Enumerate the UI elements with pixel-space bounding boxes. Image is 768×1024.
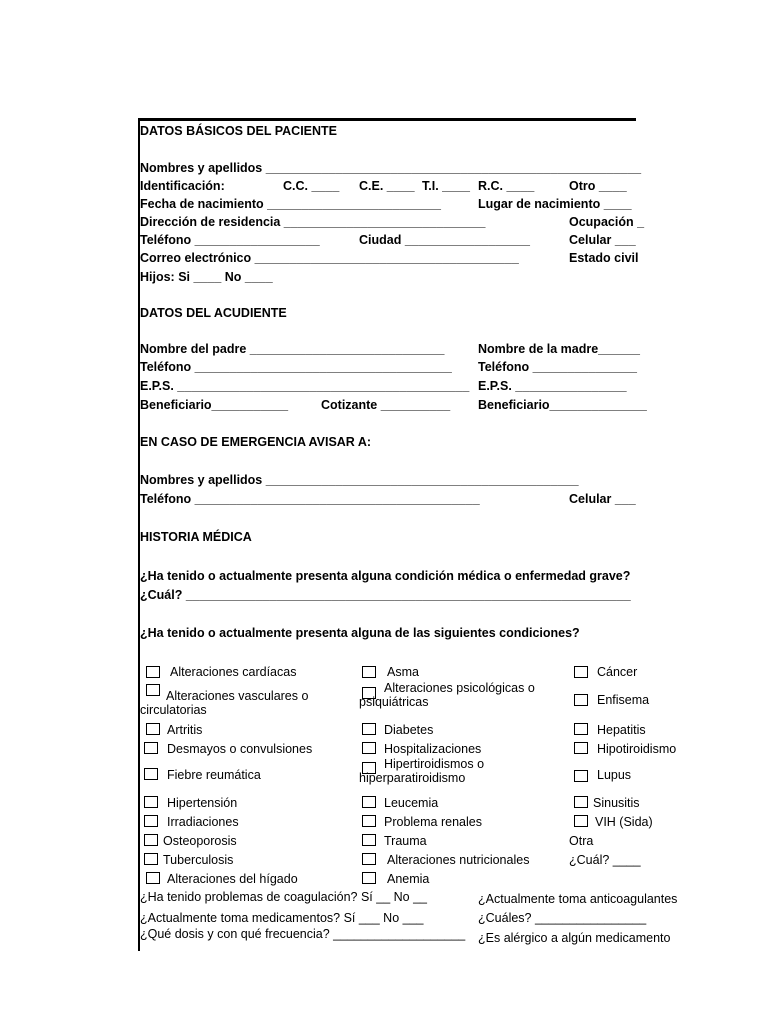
patient-id-label: Identificación:: [140, 179, 225, 193]
marital-status-field[interactable]: Estado civil: [569, 251, 639, 265]
label-asthma: Asma: [387, 665, 419, 679]
mother-name-field[interactable]: Nombre de la madre______: [478, 342, 640, 356]
checkbox-hiv[interactable]: [574, 815, 588, 827]
address-field[interactable]: Dirección de residencia _____________________________: [140, 215, 486, 229]
checkbox-liver[interactable]: [146, 872, 160, 884]
label-hypertension: Hipertensión: [167, 796, 238, 810]
question-conditions-list: ¿Ha tenido o actualmente presenta alguna de las siguientes condiciones?: [140, 626, 580, 640]
father-name-field[interactable]: Nombre del padre ____________________________: [140, 342, 445, 356]
checkbox-tuberculosis[interactable]: [144, 853, 158, 865]
coagulation-question[interactable]: ¿Ha tenido problemas de coagulación? Sí __ No __: [140, 890, 427, 904]
phone-field[interactable]: Teléfono __________________: [140, 233, 320, 247]
checkbox-hypertension[interactable]: [144, 796, 158, 808]
label-hepatitis: Hepatitis: [597, 723, 646, 737]
label-psychological-2: psiquiátricas: [359, 695, 429, 709]
checkbox-lupus[interactable]: [574, 770, 588, 782]
checkbox-nutritional[interactable]: [362, 853, 376, 865]
checkbox-leukemia[interactable]: [362, 796, 376, 808]
emergency-mobile-field[interactable]: Celular ___: [569, 492, 636, 506]
guardian-phone2-field[interactable]: Teléfono _______________: [478, 360, 637, 374]
label-cancer: Cáncer: [597, 665, 638, 679]
children-field[interactable]: Hijos: Si ____ No ____: [140, 270, 273, 284]
label-osteoporosis: Osteoporosis: [163, 834, 237, 848]
contributor-field[interactable]: Cotizante __________: [321, 398, 451, 412]
guardian-phone-field[interactable]: Teléfono _____________________________________: [140, 360, 452, 374]
label-anemia: Anemia: [387, 872, 430, 886]
label-hiv: VIH (Sida): [595, 815, 653, 829]
beneficiary2-field[interactable]: Beneficiario______________: [478, 398, 647, 412]
id-ti-field[interactable]: T.I. ____: [422, 179, 470, 193]
eps-field[interactable]: E.P.S. __________________________________________: [140, 379, 470, 393]
birth-place-field[interactable]: Lugar de nacimiento ____: [478, 197, 632, 211]
label-emphysema: Enfisema: [597, 693, 650, 707]
label-hyperthyroidism-2: hiperparatiroidismo: [359, 771, 466, 785]
section-emergency-title: EN CASO DE EMERGENCIA AVISAR A:: [140, 435, 372, 449]
checkbox-kidney[interactable]: [362, 815, 376, 827]
checkbox-sinusitis[interactable]: [574, 796, 588, 808]
label-diabetes: Diabetes: [384, 723, 434, 737]
id-cc-field[interactable]: C.C. ____: [283, 179, 340, 193]
checkbox-osteoporosis[interactable]: [144, 834, 158, 846]
label-tuberculosis: Tuberculosis: [163, 853, 234, 867]
id-rc-field[interactable]: R.C. ____: [478, 179, 535, 193]
label-vascular: Alteraciones vasculares o: [166, 689, 309, 703]
label-hypothyroidism: Hipotiroidismo: [597, 742, 677, 756]
which-condition-field[interactable]: ¿Cuál? ________________________________________________________________: [140, 588, 631, 602]
question-serious-condition: ¿Ha tenido o actualmente presenta alguna condición médica o enfermedad grave?: [140, 569, 631, 583]
emergency-names-field[interactable]: Nombres y apellidos _____________________________________________: [140, 473, 579, 487]
label-sinusitis: Sinusitis: [593, 796, 640, 810]
patient-names-field[interactable]: Nombres y apellidos ______________________________________________________: [140, 161, 642, 175]
checkbox-hospitalization[interactable]: [362, 742, 376, 754]
checkbox-cardiac[interactable]: [146, 666, 160, 678]
checkbox-emphysema[interactable]: [574, 694, 588, 706]
checkbox-hypothyroidism[interactable]: [574, 742, 588, 754]
label-leukemia: Leucemia: [384, 796, 439, 810]
section-guardian-title: DATOS DEL ACUDIENTE: [140, 306, 287, 320]
label-hospitalization: Hospitalizaciones: [384, 742, 482, 756]
allergy-question[interactable]: ¿Es alérgico a algún medicamento: [478, 931, 671, 945]
section-patient-title: DATOS BÁSICOS DEL PACIENTE: [140, 124, 338, 138]
label-hyperthyroidism: Hipertiroidismos o: [384, 757, 485, 771]
checkbox-cancer[interactable]: [574, 666, 588, 678]
label-lupus: Lupus: [597, 768, 632, 782]
checkbox-irradiation[interactable]: [144, 815, 158, 827]
checkbox-anemia[interactable]: [362, 872, 376, 884]
occupation-field[interactable]: Ocupación _: [569, 215, 645, 229]
birth-date-field[interactable]: Fecha de nacimiento _________________________: [140, 197, 441, 211]
label-kidney: Problema renales: [384, 815, 482, 829]
checkbox-diabetes[interactable]: [362, 723, 376, 735]
mobile-field[interactable]: Celular ___: [569, 233, 636, 247]
form-page: [138, 118, 678, 951]
other-which-field[interactable]: ¿Cuál? ____: [569, 853, 641, 867]
beneficiary-field[interactable]: Beneficiario___________: [140, 398, 289, 412]
id-other-field[interactable]: Otro ____: [569, 179, 627, 193]
label-cardiac: Alteraciones cardíacas: [170, 665, 297, 679]
label-psychological: Alteraciones psicológicas o: [384, 681, 535, 695]
email-field[interactable]: Correo electrónico ______________________________________: [140, 251, 519, 265]
label-nutritional: Alteraciones nutricionales: [387, 853, 530, 867]
dose-frequency-field[interactable]: ¿Qué dosis y con qué frecuencia? ___________________: [140, 927, 466, 941]
checkbox-hepatitis[interactable]: [574, 723, 588, 735]
anticoagulant-question[interactable]: ¿Actualmente toma anticoagulantes: [478, 892, 678, 906]
section-history-title: HISTORIA MÉDICA: [140, 530, 252, 544]
checkbox-asthma[interactable]: [362, 666, 376, 678]
checkbox-fainting[interactable]: [144, 742, 158, 754]
which-medications-field[interactable]: ¿Cuáles? ________________: [478, 911, 647, 925]
label-trauma: Trauma: [384, 834, 427, 848]
checkbox-trauma[interactable]: [362, 834, 376, 846]
checkbox-vascular[interactable]: [146, 684, 160, 696]
emergency-phone-field[interactable]: Teléfono _________________________________________: [140, 492, 480, 506]
label-liver: Alteraciones del hígado: [167, 872, 298, 886]
label-fainting: Desmayos o convulsiones: [167, 742, 313, 756]
label-rheumatic-fever: Fiebre reumática: [167, 768, 261, 782]
medications-question[interactable]: ¿Actualmente toma medicamentos? Sí ___ No ___: [140, 911, 424, 925]
label-irradiation: Irradiaciones: [167, 815, 239, 829]
eps2-field[interactable]: E.P.S. ________________: [478, 379, 627, 393]
id-ce-field[interactable]: C.E. ____: [359, 179, 415, 193]
label-other: Otra: [569, 834, 594, 848]
label-arthritis: Artritis: [167, 723, 203, 737]
city-field[interactable]: Ciudad __________________: [359, 233, 530, 247]
checkbox-rheumatic-fever[interactable]: [144, 768, 158, 780]
checkbox-arthritis[interactable]: [146, 723, 160, 735]
label-vascular-2: circulatorias: [140, 703, 207, 717]
